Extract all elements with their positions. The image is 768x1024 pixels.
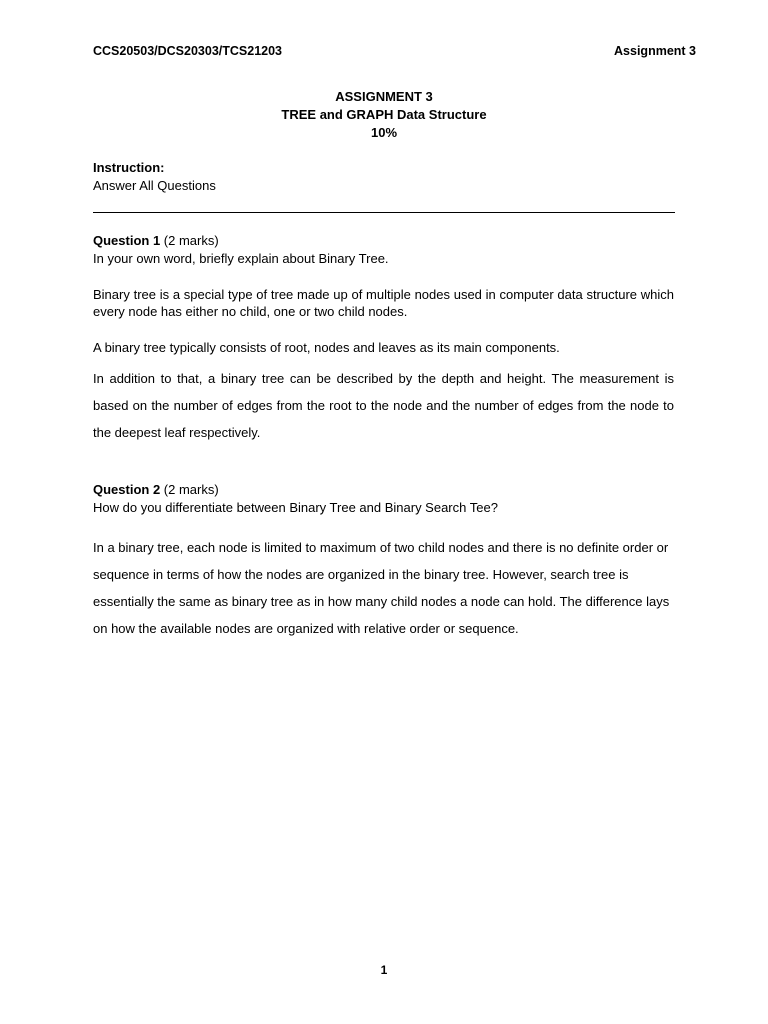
question-1-heading [93, 232, 674, 250]
question-2-answer-1: In a binary tree, each node is limited to maximum of two child nodes and there is no definite order or sequence in terms of how the nodes are organized in the binary tree. However, search tree is essentially the same as binary tree as in how many child nodes a node can hold. The difference lays on how the available nodes are organized with relative order or sequence. [93, 540, 670, 636]
question-1-answer-3: In addition to that, a binary tree can be described by the depth and height. The measurement is based on the number of edges from the root to the node and the number of edges from the node to the deepest leaf respectively. [93, 371, 674, 440]
assignment-label: Assignment 3 [614, 44, 696, 58]
instruction-block [93, 159, 216, 195]
question-1-answer-1: Binary tree is a special type of tree made up of multiple nodes used in computer data structure which every node has either no child, one or two child nodes. [93, 287, 674, 319]
assignment-weight: 10% [370, 125, 398, 140]
assignment-title: ASSIGNMENT 3 [335, 89, 433, 104]
divider [93, 212, 675, 213]
question-2-number: Question 2 [93, 482, 161, 497]
title-block [0, 88, 768, 142]
question-1-number: Question 1 [93, 233, 161, 248]
question-1-marks: (2 marks) [160, 233, 219, 248]
instruction-label: Instruction: [93, 160, 165, 175]
question-2 [93, 481, 674, 642]
question-2-marks: (2 marks) [160, 482, 219, 497]
page-number: 1 [380, 963, 388, 977]
question-2-heading [93, 481, 674, 499]
question-2-prompt: How do you differentiate between Binary Tree and Binary Search Tee? [93, 500, 498, 515]
question-1-answer-2: A binary tree typically consists of root, nodes and leaves as its main components. [93, 340, 560, 355]
assignment-subtitle: TREE and GRAPH Data Structure [281, 107, 487, 122]
instruction-text: Answer All Questions [93, 178, 216, 193]
page-header [93, 44, 696, 58]
question-1-prompt: In your own word, briefly explain about Binary Tree. [93, 251, 389, 266]
question-1 [93, 232, 674, 446]
course-codes: CCS20503/DCS20303/TCS21203 [93, 44, 283, 58]
